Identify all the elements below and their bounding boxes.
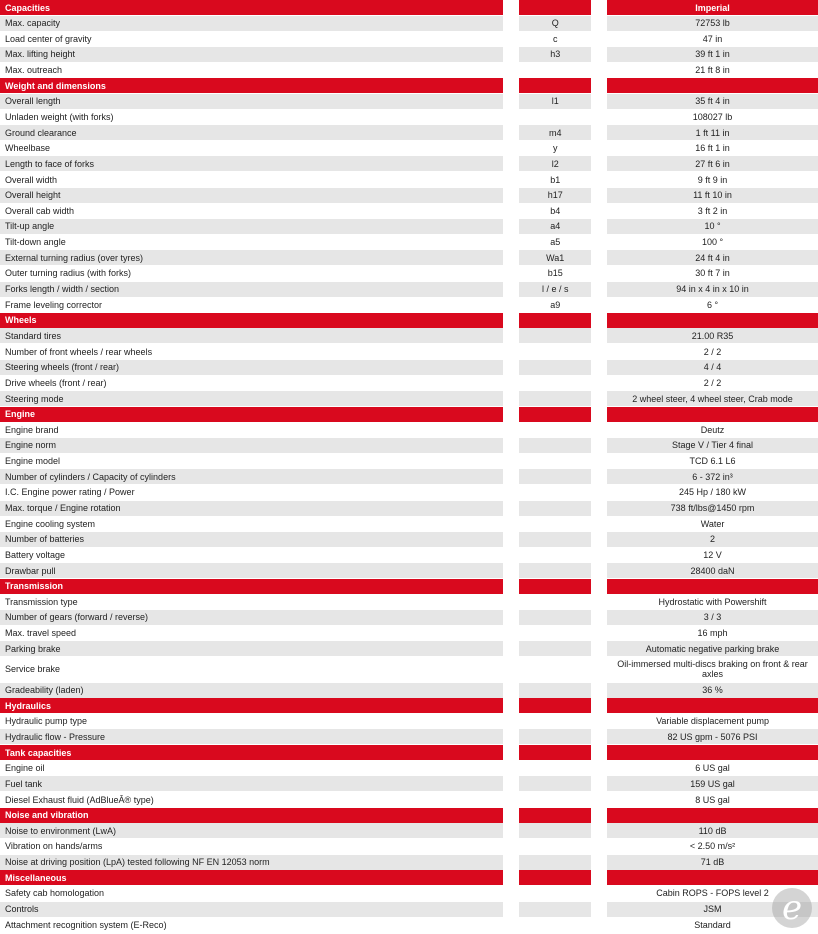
section-symbol-cell: [519, 407, 591, 422]
spec-symbol: a9: [519, 297, 591, 312]
spec-label: Engine norm: [0, 438, 503, 453]
spec-value: 27 ft 6 in: [607, 156, 818, 171]
spec-row: [0, 563, 818, 578]
spec-row: [0, 438, 818, 453]
section-unit-header: [607, 313, 818, 328]
spec-symbol: [519, 485, 591, 500]
spec-row: [0, 375, 818, 390]
spec-symbol: l1: [519, 94, 591, 109]
spec-symbol: [519, 328, 591, 343]
spec-label: Service brake: [0, 657, 503, 682]
spec-label: Fuel tank: [0, 776, 503, 791]
spec-row: [0, 94, 818, 109]
spec-label: Vibration on hands/arms: [0, 839, 503, 854]
spec-value: Oil-immersed multi-discs braking on front & rear axles: [607, 657, 818, 682]
spec-value: 82 US gpm - 5076 PSI: [607, 729, 818, 744]
spec-symbol: [519, 547, 591, 562]
spec-value: 6 US gal: [607, 761, 818, 776]
spec-row: [0, 282, 818, 297]
section-header: [0, 313, 818, 328]
spec-value: 2 / 2: [607, 375, 818, 390]
spec-symbol: [519, 563, 591, 578]
spec-symbol: [519, 344, 591, 359]
section-header: [0, 698, 818, 713]
spec-row: [0, 266, 818, 281]
spec-label: Frame leveling corrector: [0, 297, 503, 312]
spec-value: TCD 6.1 L6: [607, 454, 818, 469]
spec-row: [0, 823, 818, 838]
spec-row: [0, 125, 818, 140]
section-header: [0, 0, 818, 15]
section-unit-header: [607, 745, 818, 760]
spec-label: Engine oil: [0, 761, 503, 776]
section-title: Weight and dimensions: [0, 78, 503, 93]
spec-row: [0, 902, 818, 917]
section-title: Capacities: [0, 0, 503, 15]
spec-symbol: [519, 594, 591, 609]
section-unit-header: [607, 808, 818, 823]
section-symbol-cell: [519, 313, 591, 328]
spec-value: Stage V / Tier 4 final: [607, 438, 818, 453]
spec-value: 21.00 R35: [607, 328, 818, 343]
spec-value: 9 ft 9 in: [607, 172, 818, 187]
spec-symbol: [519, 839, 591, 854]
spec-symbol: [519, 902, 591, 917]
spec-symbol: c: [519, 31, 591, 46]
spec-label: Drawbar pull: [0, 563, 503, 578]
spec-value: 10 °: [607, 219, 818, 234]
spec-row: [0, 626, 818, 641]
spec-label: Number of gears (forward / reverse): [0, 610, 503, 625]
spec-symbol: m4: [519, 125, 591, 140]
spec-symbol: [519, 714, 591, 729]
section-title: Tank capacities: [0, 745, 503, 760]
spec-label: Engine brand: [0, 422, 503, 437]
spec-row: [0, 886, 818, 901]
spec-symbol: [519, 360, 591, 375]
spec-symbol: [519, 729, 591, 744]
spec-value: 71 dB: [607, 855, 818, 870]
spec-value: 94 in x 4 in x 10 in: [607, 282, 818, 297]
spec-label: Controls: [0, 902, 503, 917]
spec-label: Parking brake: [0, 641, 503, 656]
section-unit-header: [607, 870, 818, 885]
spec-value: 35 ft 4 in: [607, 94, 818, 109]
spec-value: 6 - 372 in³: [607, 469, 818, 484]
spec-symbol: [519, 438, 591, 453]
spec-label: Outer turning radius (with forks): [0, 266, 503, 281]
section-title: Noise and vibration: [0, 808, 503, 823]
spec-value: 16 ft 1 in: [607, 141, 818, 156]
spec-symbol: b4: [519, 203, 591, 218]
spec-row: [0, 485, 818, 500]
spec-value: 2 wheel steer, 4 wheel steer, Crab mode: [607, 391, 818, 406]
spec-symbol: [519, 855, 591, 870]
spec-row: [0, 729, 818, 744]
spec-symbol: [519, 109, 591, 124]
spec-row: [0, 328, 818, 343]
spec-symbol: [519, 469, 591, 484]
e-logo-icon: [772, 888, 812, 928]
spec-label: Steering mode: [0, 391, 503, 406]
spec-row: [0, 31, 818, 46]
spec-row: [0, 839, 818, 854]
spec-value: 245 Hp / 180 kW: [607, 485, 818, 500]
section-header: [0, 745, 818, 760]
spec-value: 1 ft 11 in: [607, 125, 818, 140]
spec-symbol: [519, 63, 591, 78]
spec-value: Water: [607, 516, 818, 531]
spec-label: Tilt-down angle: [0, 235, 503, 250]
spec-symbol: [519, 626, 591, 641]
spec-symbol: y: [519, 141, 591, 156]
spec-symbol: [519, 516, 591, 531]
spec-symbol: Wa1: [519, 250, 591, 265]
spec-symbol: Q: [519, 16, 591, 31]
spec-label: Ground clearance: [0, 125, 503, 140]
spec-symbol: [519, 422, 591, 437]
spec-label: Max. torque / Engine rotation: [0, 501, 503, 516]
spec-row: [0, 203, 818, 218]
spec-row: [0, 297, 818, 312]
spec-row: [0, 141, 818, 156]
spec-label: Max. travel speed: [0, 626, 503, 641]
spec-label: Load center of gravity: [0, 31, 503, 46]
section-symbol-cell: [519, 0, 591, 15]
spec-label: Overall cab width: [0, 203, 503, 218]
spec-value: 72753 lb: [607, 16, 818, 31]
spec-value: 3 / 3: [607, 610, 818, 625]
spec-symbol: [519, 610, 591, 625]
section-symbol-cell: [519, 579, 591, 594]
spec-label: Hydraulic pump type: [0, 714, 503, 729]
spec-label: Safety cab homologation: [0, 886, 503, 901]
section-symbol-cell: [519, 78, 591, 93]
spec-row: [0, 360, 818, 375]
spec-symbol: [519, 683, 591, 698]
spec-label: Diesel Exhaust fluid (AdBlueÂ® type): [0, 792, 503, 807]
spec-label: Max. capacity: [0, 16, 503, 31]
spec-label: Number of front wheels / rear wheels: [0, 344, 503, 359]
spec-value: 2: [607, 532, 818, 547]
spec-symbol: [519, 792, 591, 807]
spec-label: Attachment recognition system (E-Reco): [0, 917, 503, 932]
spec-row: [0, 47, 818, 62]
spec-symbol: [519, 391, 591, 406]
spec-value: 110 dB: [607, 823, 818, 838]
spec-row: [0, 776, 818, 791]
spec-row: [0, 219, 818, 234]
section-header: [0, 808, 818, 823]
spec-label: Engine model: [0, 454, 503, 469]
spec-symbol: [519, 761, 591, 776]
spec-label: Tilt-up angle: [0, 219, 503, 234]
section-symbol-cell: [519, 808, 591, 823]
spec-label: Engine cooling system: [0, 516, 503, 531]
section-symbol-cell: [519, 870, 591, 885]
spec-value: < 2.50 m/s²: [607, 839, 818, 854]
section-header: [0, 407, 818, 422]
spec-row: [0, 792, 818, 807]
spec-value: 4 / 4: [607, 360, 818, 375]
section-title: Transmission: [0, 579, 503, 594]
section-unit-header: [607, 78, 818, 93]
section-title: Miscellaneous: [0, 870, 503, 885]
spec-value: 21 ft 8 in: [607, 63, 818, 78]
spec-label: Drive wheels (front / rear): [0, 375, 503, 390]
spec-label: External turning radius (over tyres): [0, 250, 503, 265]
spec-symbol: [519, 501, 591, 516]
spec-symbol: [519, 375, 591, 390]
spec-value: Hydrostatic with Powershift: [607, 594, 818, 609]
spec-value: JSM: [607, 902, 818, 917]
spec-row: [0, 454, 818, 469]
spec-label: Overall length: [0, 94, 503, 109]
spec-row: [0, 532, 818, 547]
spec-value: 3 ft 2 in: [607, 203, 818, 218]
spec-row: [0, 501, 818, 516]
spec-value: 28400 daN: [607, 563, 818, 578]
spec-row: [0, 188, 818, 203]
spec-row: [0, 235, 818, 250]
spec-row: [0, 156, 818, 171]
spec-label: Standard tires: [0, 328, 503, 343]
spec-value: Automatic negative parking brake: [607, 641, 818, 656]
spec-row: [0, 16, 818, 31]
spec-label: Max. lifting height: [0, 47, 503, 62]
spec-symbol: [519, 657, 591, 682]
spec-row: [0, 469, 818, 484]
spec-value: Cabin ROPS - FOPS level 2: [607, 886, 818, 901]
spec-symbol: [519, 917, 591, 932]
spec-symbol: b15: [519, 266, 591, 281]
spec-symbol: h3: [519, 47, 591, 62]
spec-symbol: [519, 641, 591, 656]
spec-value: 2 / 2: [607, 344, 818, 359]
spec-symbol: [519, 776, 591, 791]
spec-label: Wheelbase: [0, 141, 503, 156]
section-header: [0, 78, 818, 93]
spec-symbol: l2: [519, 156, 591, 171]
spec-symbol: [519, 532, 591, 547]
spec-label: Unladen weight (with forks): [0, 109, 503, 124]
section-symbol-cell: [519, 745, 591, 760]
section-unit-header: [607, 407, 818, 422]
spec-value: 36 %: [607, 683, 818, 698]
spec-row: [0, 516, 818, 531]
spec-row: [0, 547, 818, 562]
spec-symbol: l / e / s: [519, 282, 591, 297]
spec-label: Noise to environment (LwA): [0, 823, 503, 838]
spec-row: [0, 63, 818, 78]
spec-row: [0, 344, 818, 359]
spec-value: 108027 lb: [607, 109, 818, 124]
section-title: Engine: [0, 407, 503, 422]
section-unit-header: Imperial: [607, 0, 818, 15]
spec-value: 100 °: [607, 235, 818, 250]
spec-value: Standard: [607, 917, 818, 932]
spec-row: [0, 761, 818, 776]
spec-label: Number of batteries: [0, 532, 503, 547]
spec-label: Overall height: [0, 188, 503, 203]
spec-value: 738 ft/lbs@1450 rpm: [607, 501, 818, 516]
spec-symbol: a4: [519, 219, 591, 234]
spec-label: Battery voltage: [0, 547, 503, 562]
spec-row: [0, 422, 818, 437]
spec-label: Forks length / width / section: [0, 282, 503, 297]
spec-row: [0, 855, 818, 870]
section-unit-header: [607, 698, 818, 713]
spec-row: [0, 610, 818, 625]
spec-row: [0, 109, 818, 124]
spec-value: Deutz: [607, 422, 818, 437]
spec-value: 159 US gal: [607, 776, 818, 791]
spec-row: [0, 250, 818, 265]
spec-value: 39 ft 1 in: [607, 47, 818, 62]
section-unit-header: [607, 579, 818, 594]
spec-symbol: a5: [519, 235, 591, 250]
watermark-glyph: e: [781, 888, 803, 928]
spec-row: [0, 714, 818, 729]
section-title: Hydraulics: [0, 698, 503, 713]
spec-symbol: [519, 886, 591, 901]
spec-label: Hydraulic flow - Pressure: [0, 729, 503, 744]
spec-value: 11 ft 10 in: [607, 188, 818, 203]
spec-value: 47 in: [607, 31, 818, 46]
spec-row: [0, 172, 818, 187]
spec-label: Noise at driving position (LpA) tested following NF EN 12053 norm: [0, 855, 503, 870]
spec-label: Max. outreach: [0, 63, 503, 78]
spec-label: Gradeability (laden): [0, 683, 503, 698]
spec-row: [0, 391, 818, 406]
spec-row: [0, 917, 818, 932]
section-symbol-cell: [519, 698, 591, 713]
spec-symbol: b1: [519, 172, 591, 187]
spec-label: Overall width: [0, 172, 503, 187]
spec-row: [0, 641, 818, 656]
spec-value: Variable displacement pump: [607, 714, 818, 729]
spec-symbol: [519, 454, 591, 469]
spec-row: [0, 683, 818, 698]
spec-label: Transmission type: [0, 594, 503, 609]
spec-label: Length to face of forks: [0, 156, 503, 171]
spec-symbol: [519, 823, 591, 838]
section-title: Wheels: [0, 313, 503, 328]
section-header: [0, 579, 818, 594]
spec-value: 30 ft 7 in: [607, 266, 818, 281]
spec-label: Steering wheels (front / rear): [0, 360, 503, 375]
spec-row: [0, 594, 818, 609]
spec-value: 16 mph: [607, 626, 818, 641]
spec-label: I.C. Engine power rating / Power: [0, 485, 503, 500]
spec-value: 12 V: [607, 547, 818, 562]
spec-value: 24 ft 4 in: [607, 250, 818, 265]
spec-label: Number of cylinders / Capacity of cylinders: [0, 469, 503, 484]
spec-value: 8 US gal: [607, 792, 818, 807]
spec-row: [0, 657, 818, 682]
spec-value: 6 °: [607, 297, 818, 312]
spec-symbol: h17: [519, 188, 591, 203]
section-header: [0, 870, 818, 885]
